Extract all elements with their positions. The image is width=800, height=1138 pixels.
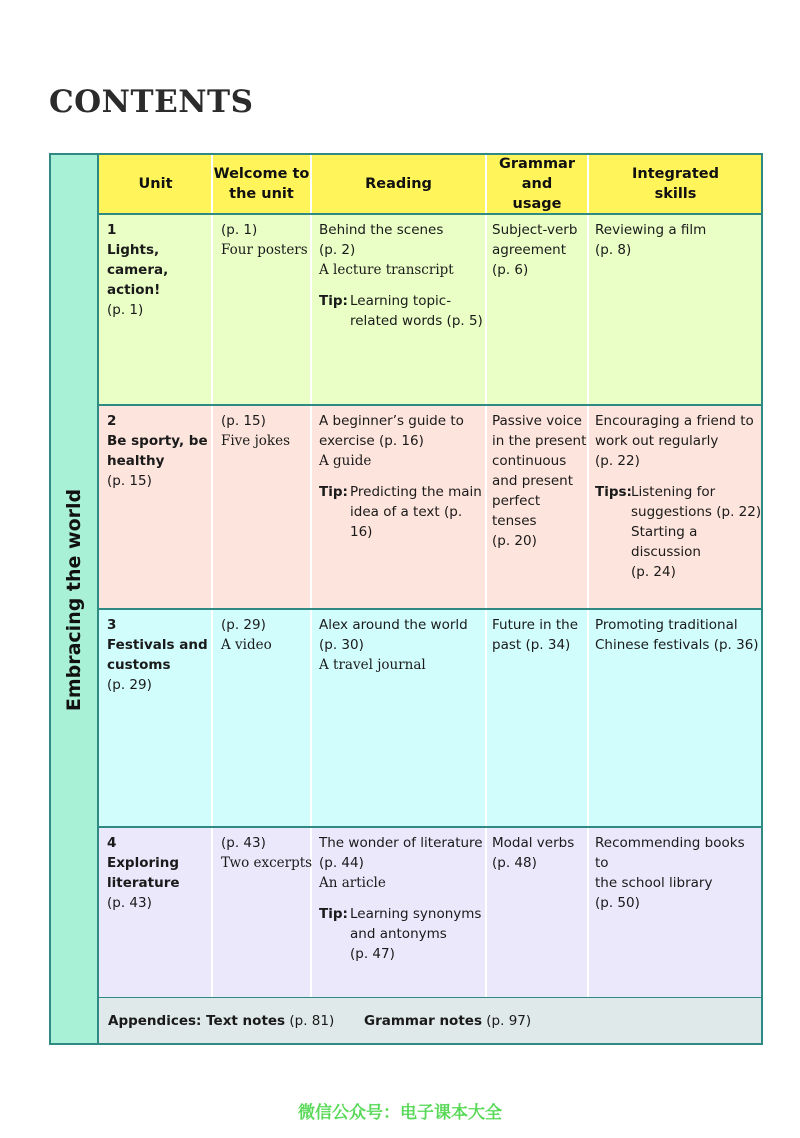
welcome-page: (p. 43) <box>221 835 266 851</box>
tip-label: Tip: <box>319 293 348 309</box>
watermark: 微信公众号：电子课本大全 <box>298 1103 502 1123</box>
skills-text: Promoting traditional Chinese festivals (p. 36) <box>595 617 759 653</box>
grammar-notes-entry: Grammar notes (p. 97) <box>364 1013 532 1029</box>
theme-label: Embracing the world <box>63 488 85 712</box>
welcome-text: Four posters <box>221 242 308 258</box>
reading-page: (p. 30) <box>319 637 364 653</box>
reading-cell-4 <box>319 833 485 964</box>
unit-page: (p. 29) <box>107 677 152 693</box>
unit-title: Festivals and customs <box>107 637 208 673</box>
header-reading: Reading <box>311 153 486 214</box>
header-skills: Integrated skills <box>588 153 763 214</box>
skills-cell-4 <box>595 833 761 913</box>
reading-cell-3 <box>319 615 485 675</box>
skills-cell-1 <box>595 220 761 260</box>
grammar-cell-1: Subject-verb agreement (p. 6) <box>492 222 578 278</box>
reading-page: (p. 44) <box>319 855 364 871</box>
page-title: CONTENTS <box>49 84 254 120</box>
skills-text: Reviewing a film (p. 8) <box>595 222 707 258</box>
grammar-cell-4: Modal verbs (p. 48) <box>492 835 575 871</box>
reading-type: A guide <box>319 453 372 469</box>
skills-text: Encouraging a friend to work out regularly (p. 22) <box>595 413 754 469</box>
welcome-page: (p. 15) <box>221 413 266 429</box>
unit-number: 2 <box>107 413 117 429</box>
grammar-cell-3: Future in the past (p. 34) <box>492 617 579 653</box>
welcome-cell-3 <box>221 615 313 655</box>
unit-number: 3 <box>107 617 117 633</box>
reading-title: Alex around the world <box>319 617 468 633</box>
reading-title: The wonder of literature <box>319 835 483 851</box>
reading-title: Behind the scenes <box>319 222 444 238</box>
tip-text: Learning topic- related words (p. 5) <box>350 293 483 329</box>
tips-text: Listening for suggestions (p. 22) Starting a discussion (p. 24) <box>631 484 762 580</box>
unit-number: 1 <box>107 222 117 238</box>
unit-page: (p. 15) <box>107 473 152 489</box>
unit-cell-1 <box>107 220 211 320</box>
welcome-page: (p. 29) <box>221 617 266 633</box>
unit-number: 4 <box>107 835 117 851</box>
skills-text: Recommending books to the school library (p. 50) <box>595 835 745 911</box>
welcome-cell-1 <box>221 220 313 260</box>
grammar-cell-2: Passive voice in the present continuous and present perfect tenses (p. 20) <box>492 413 587 549</box>
tips-label: Tips: <box>595 484 632 500</box>
tip-text: Learning synonyms and antonyms (p. 47) <box>350 906 482 962</box>
unit-cell-3 <box>107 615 211 695</box>
unit-title: Exploring literature <box>107 855 180 891</box>
welcome-cell-2 <box>221 411 313 451</box>
welcome-page: (p. 1) <box>221 222 258 238</box>
reading-type: A lecture transcript <box>319 262 454 278</box>
welcome-text: Two excerpts <box>221 855 313 871</box>
tip-label: Tip: <box>319 906 348 922</box>
unit-cell-4 <box>107 833 211 913</box>
reading-tip <box>319 904 485 964</box>
reading-title: A beginner’s guide to exercise (p. 16) <box>319 413 464 449</box>
header-welcome: Welcome to the unit <box>212 153 311 214</box>
reading-cell-1 <box>319 220 485 331</box>
unit-cell-2 <box>107 411 211 491</box>
reading-tip <box>319 482 485 542</box>
skills-cell-2 <box>595 411 763 582</box>
skills-tips <box>595 482 763 582</box>
unit-title: Lights, camera, action! <box>107 242 169 298</box>
tip-text: Predicting the main idea of a text (p. 16) <box>350 484 482 540</box>
reading-type: An article <box>319 875 386 891</box>
welcome-text: A video <box>221 637 272 653</box>
welcome-cell-4 <box>221 833 313 873</box>
reading-tip <box>319 291 485 331</box>
skills-cell-3 <box>595 615 761 655</box>
unit-title: Be sporty, be healthy <box>107 433 208 469</box>
header-grammar: Grammar and usage <box>486 153 588 214</box>
reading-page: (p. 2) <box>319 242 356 258</box>
unit-page: (p. 1) <box>107 302 144 318</box>
reading-type: A travel journal <box>319 657 426 673</box>
unit-page: (p. 43) <box>107 895 152 911</box>
reading-cell-2 <box>319 411 485 542</box>
header-unit: Unit <box>99 153 212 214</box>
tip-label: Tip: <box>319 484 348 500</box>
appendices-entry: Appendices: Text notes (p. 81) <box>108 1013 335 1029</box>
welcome-text: Five jokes <box>221 433 291 449</box>
